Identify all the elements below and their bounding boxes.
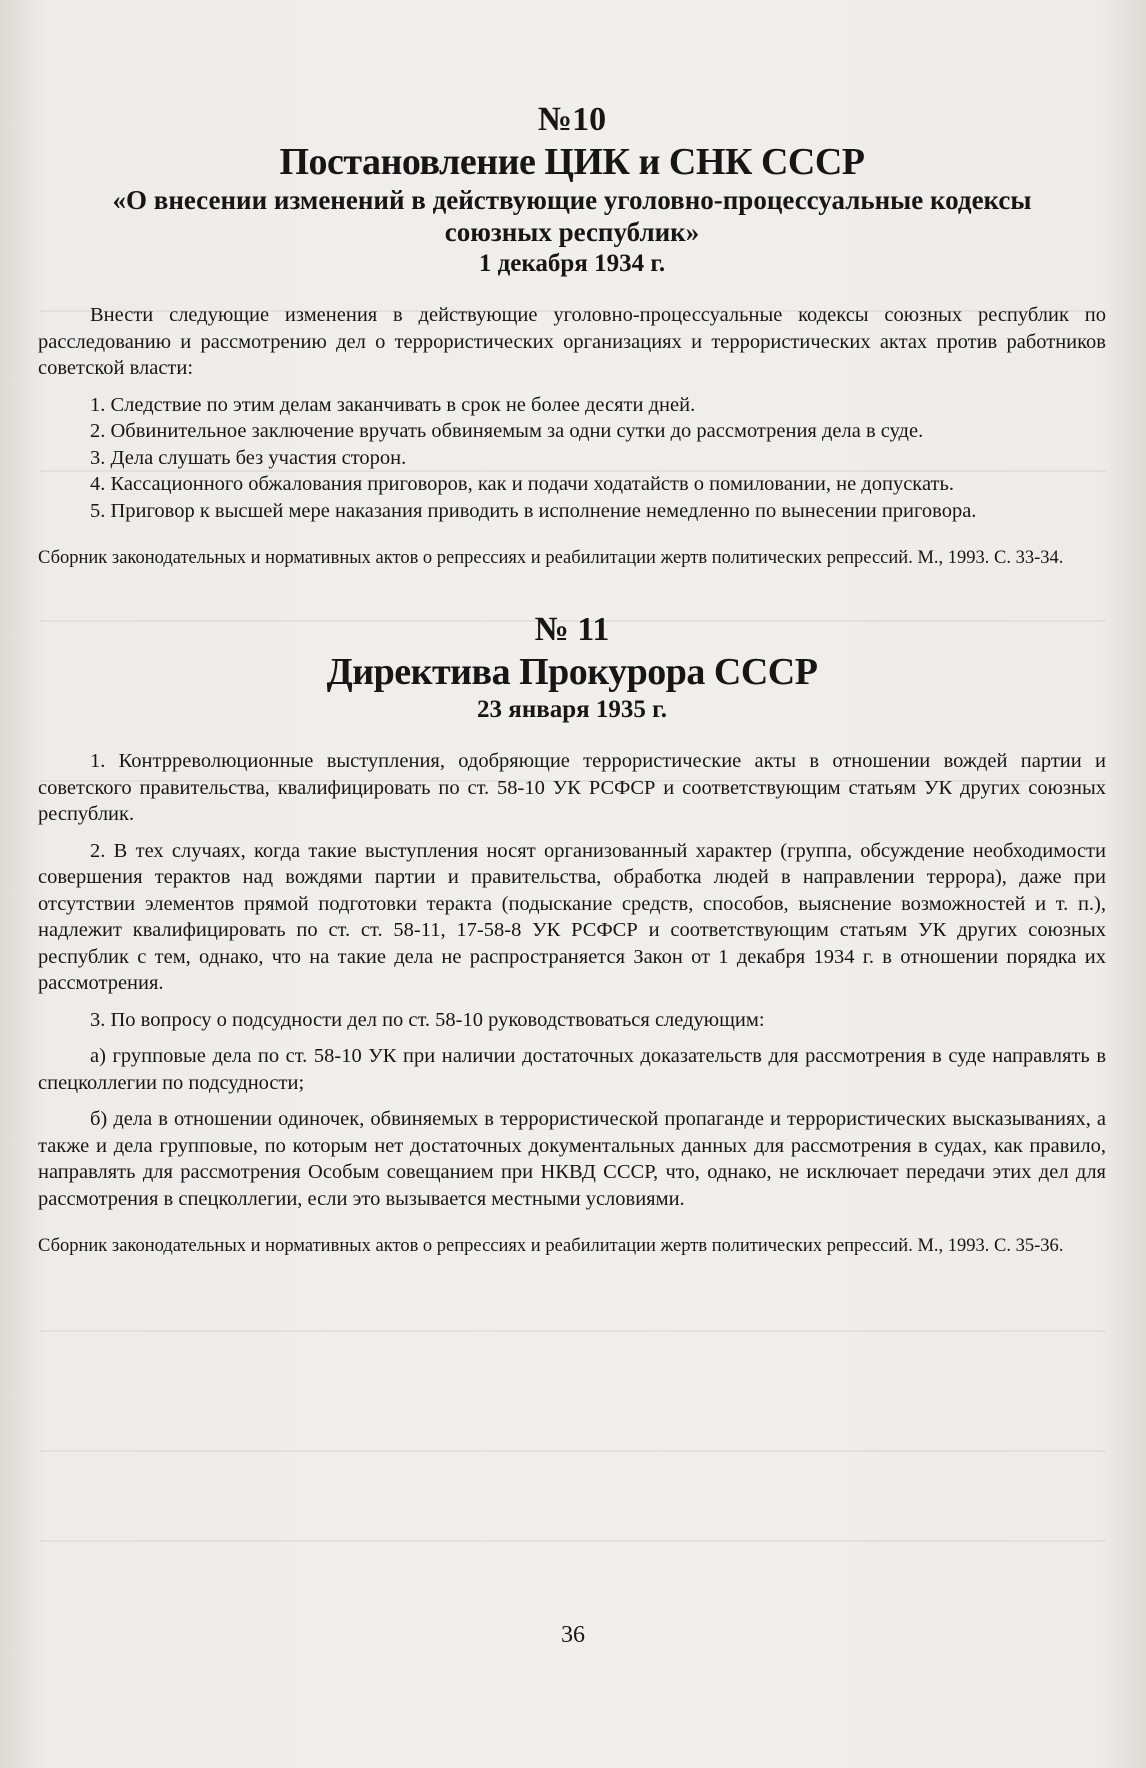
- doc11-title: Директива Прокурора СССР: [326, 651, 818, 693]
- doc10-item: 1. Следствие по этим делам заканчивать в срок не более десяти дней.: [90, 393, 696, 416]
- doc11-paragraph: а) групповые дела по ст. 58-10 УК при наличии достаточных доказательств для рассмотрения в суде направлять в спецколлегии по подсудности;: [38, 1045, 1106, 1094]
- doc11-paragraph: 3. По вопросу о подсудности дел по ст. 58-10 руководствоваться следующим:: [90, 1008, 765, 1031]
- doc11-number: № 11: [534, 611, 610, 648]
- doc10-item: 3. Дела слушать без участия сторон.: [90, 446, 407, 469]
- doc11-paragraph: 1. Контрреволюционные выступления, одобряющие террористические акты в отношении вождей партии и советского правительства, квалифицировать по ст. 58-10 УК РСФСР и соответствующим статьям УК других союзных республик.: [38, 750, 1106, 825]
- page-number: 36: [561, 1622, 585, 1648]
- doc10-intro: Внести следующие изменения в действующие уголовно-процессуальные кодексы союзных республик по расследованию и рассмотрению дел о террористических организациях и террористических актах против работников советской власти:: [38, 304, 1106, 379]
- doc10-item: 4. Кассационного обжалования приговоров, как и подачи ходатайств о помиловании, не допускать.: [90, 473, 954, 495]
- doc10-subtitle-line1: «О внесении изменений в действующие уголовно-процессуальные кодексы: [112, 185, 1032, 215]
- doc10-source: Сборник законодательных и нормативных актов о репрессиях и реабилитации жертв политических репрессий. М., 1993. С. 33-34.: [38, 548, 1064, 568]
- doc10-subtitle-line2: союзных республик»: [444, 217, 700, 247]
- bleed-through-line: [40, 1540, 1106, 1542]
- doc10-item: 2. Обвинительное заключение вручать обвиняемым за одни сутки до рассмотрения дела в суде.: [90, 420, 924, 442]
- doc10-item: 5. Приговор к высшей мере наказания приводить в исполнение немедленно по вынесении приговора.: [90, 499, 977, 522]
- doc11-paragraph: б) дела в отношении одиночек, обвиняемых в террористической пропаганде и террористических высказываниях, а также и дела групповые, по которым нет достаточных документальных данных для рассмотрения в судах, как правило, направлять для рассмотрения Особым совещанием при НКВД СССР, что, однако, не исключает передачи этих дел для рассмотрения в спецколлегии, если это вызывается местными условиями.: [38, 1108, 1106, 1210]
- page-content: [38, 100, 1106, 1258]
- doc11-date: 23 января 1935 г.: [477, 696, 667, 723]
- doc10-number: №10: [537, 101, 607, 138]
- doc11-source: Сборник законодательных и нормативных актов о репрессиях и реабилитации жертв политических репрессий. М., 1993. С. 35-36.: [38, 1236, 1064, 1256]
- doc10-date: 1 декабря 1934 г.: [478, 250, 666, 277]
- doc11-paragraph: 2. В тех случаях, когда такие выступления носят организованный характер (группа, обсуждение необходимости совершения терактов над вождями партии и правительства, обработка людей в направлении террора), даже при отсутствии элементов прямой подготовки теракта (подыскание средств, способов, выяснение возможностей и т. п.), надлежит квалифицировать по ст. ст. 58-11, 17-58-8 УК РСФСР и соответствующим статьям УК других союзных республик с тем, однако, что на такие дела не распространяется Закон от 1 декабря 1934 г. в отношении порядка их рассмотрения.: [38, 839, 1106, 994]
- bleed-through-line: [40, 1330, 1106, 1332]
- doc10-title: Постановление ЦИК и СНК СССР: [279, 141, 865, 183]
- bleed-through-line: [40, 1450, 1106, 1452]
